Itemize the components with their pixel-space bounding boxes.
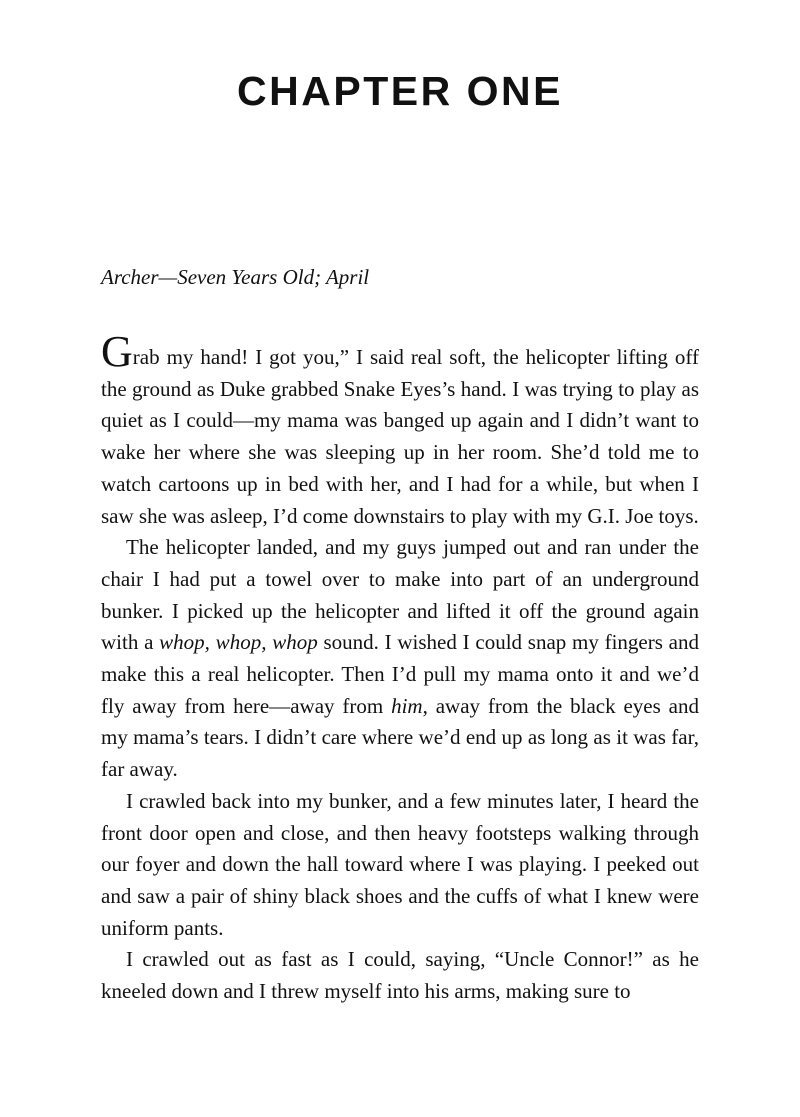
section-heading: Archer—Seven Years Old; April — [101, 265, 370, 289]
paragraph-2 — [101, 532, 699, 786]
paragraph-3: I crawled back into my bunker, and a few minutes later, I heard the front door open and close, and then heavy footsteps walking through our foyer and down the hall toward where I was playing. I peeked out and saw a pair of shiny black shoes and the cuffs of what I knew were uniform pants. — [101, 788, 699, 940]
paragraph-2-part-a: The helicopter landed, and my guys jumped out and ran under the chair I had put a towel over to make into part of an underground bunker. I picked up the helicopter and lifted it off the ground again with a — [101, 535, 699, 655]
paragraph-2-emphasis-him: him — [391, 693, 423, 718]
paragraph-1 — [101, 327, 699, 532]
paragraph-2-part-c: , away from the black eyes and my mama’s tears. I didn’t care where we’d end up as long as it was far, far away. — [101, 693, 699, 782]
drop-cap: G — [101, 327, 133, 376]
paragraph-4: I crawled out as fast as I could, saying, “Uncle Connor!” as he kneeled down and I threw myself into his arms, making sure to — [101, 947, 699, 1004]
paragraph-2-part-b: sound. I wished I could snap my fingers and make this a real helicopter. Then I’d pull my mama onto it and we’d fly away from here—away from — [101, 630, 699, 718]
chapter-title: CHAPTER ONE — [237, 68, 563, 114]
body-text — [101, 327, 699, 1008]
paragraph-2-emphasis-sound: whop, whop, whop — [159, 630, 318, 655]
paragraph-1-text: rab my hand! I got you,” I said real soft, the helicopter lifting off the ground as Duke grabbed Snake Eyes’s hand. I was trying to play as quiet as I could—my mama was banged up again and I didn’t want to wake her where she was sleeping up in her room. She’d told me to watch cartoons up in bed with her, and I had for a while, but when I saw she was asleep, I’d come downstairs to play with my G.I. Joe toys. — [101, 345, 699, 528]
